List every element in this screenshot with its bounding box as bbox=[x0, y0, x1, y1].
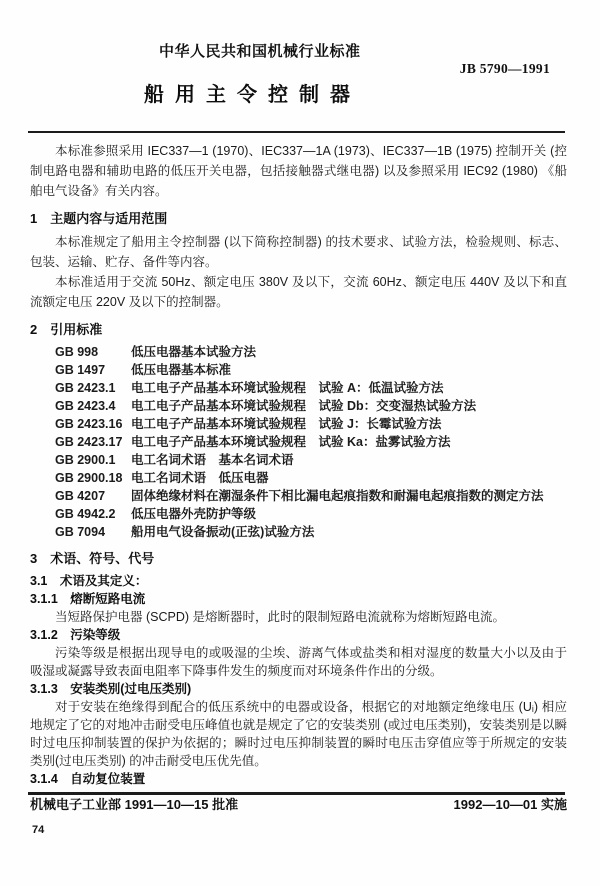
reference-row bbox=[55, 433, 567, 451]
clause-3-1-2-text: 污染等级是根据出现导电的或吸湿的尘埃、游离气体或盐类和相对湿度的数量大小以及由于吸湿或凝露导致表面电阻率下降事件发生的频度而对环境条件作出的分级。 bbox=[30, 646, 567, 678]
reference-row bbox=[55, 523, 567, 541]
reference-title: 电工电子产品基本环境试验规程 试验 J：长霉试验方法 bbox=[131, 417, 442, 431]
reference-title: 电工名词术语 低压电器 bbox=[131, 471, 269, 485]
reference-title: 低压电器基本试验方法 bbox=[131, 345, 257, 359]
reference-row bbox=[55, 379, 567, 397]
reference-code: GB 2423.4 bbox=[55, 399, 116, 413]
reference-row bbox=[55, 361, 567, 379]
reference-list bbox=[30, 343, 567, 541]
reference-title: 固体绝缘材料在潮湿条件下相比漏电起痕指数和耐漏电起痕指数的测定方法 bbox=[131, 489, 544, 503]
reference-code: GB 7094 bbox=[55, 525, 106, 539]
reference-row bbox=[55, 415, 567, 433]
clause-3-1-heading: 3.1 术语及其定义： bbox=[30, 574, 148, 588]
reference-code: GB 2423.17 bbox=[55, 435, 123, 449]
reference-title: 电工电子产品基本环境试验规程 试验 Ka：盐雾试验方法 bbox=[131, 435, 451, 449]
reference-title: 电工电子产品基本环境试验规程 试验 Db：交变湿热试验方法 bbox=[131, 399, 477, 413]
reference-row bbox=[55, 469, 567, 487]
reference-code: GB 2423.1 bbox=[55, 381, 116, 395]
clause-3-1-2-heading: 3.1.2 污染等级 bbox=[30, 628, 121, 642]
reference-row bbox=[55, 451, 567, 469]
clause-3-1-3-text: 对于安装在绝缘得到配合的低压系统中的电器或设备，根据它的对地额定绝缘电压 (Uᵢ) 相应地规定了它的对地冲击耐受电压峰值也就是规定了它的安装类别 (或过电压类别)，安装类别是以瞬时过电压抑制装置的保护为依据的；瞬时过电压抑制装置的瞬时电压击穿值应等于所规定的安装类别(过电压类别) 的冲击耐受电压优先值。 bbox=[30, 700, 567, 768]
implementation-note: 1992—10—01 实施 bbox=[453, 797, 567, 812]
clause-3-1-4-heading: 3.1.4 自动复位装置 bbox=[30, 772, 146, 786]
scope-paragraph-2: 本标准适用于交流 50Hz、额定电压 380V 及以下，交流 60Hz、额定电压 440V 及以下和直流额定电压 220V 及以下的控制器。 bbox=[30, 275, 567, 309]
reference-row bbox=[55, 397, 567, 415]
reference-row bbox=[55, 505, 567, 523]
section-3-heading: 3 术语、符号、代号 bbox=[30, 551, 155, 566]
standard-code: JB 5790—1991 bbox=[459, 61, 550, 76]
reference-title: 电工名词术语 基本名词术语 bbox=[131, 453, 294, 467]
reference-code: GB 4207 bbox=[55, 489, 106, 503]
reference-row bbox=[55, 343, 567, 361]
document-title: 船用主令控制器 bbox=[144, 84, 361, 106]
document-body bbox=[30, 141, 567, 788]
section-1-heading: 1 主题内容与适用范围 bbox=[30, 211, 168, 226]
header-divider bbox=[28, 131, 565, 133]
scope-paragraph-1: 本标准规定了船用主令控制器 (以下简称控制器) 的技术要求、试验方法，检验规则、标志、包装、运输、贮存、备件等内容。 bbox=[30, 235, 567, 269]
approval-note: 机械电子工业部 1991—10—15 批准 bbox=[30, 797, 239, 812]
reference-title: 电工电子产品基本环境试验规程 试验 A：低温试验方法 bbox=[131, 381, 444, 395]
clause-3-1-1-text: 当短路保护电器 (SCPD) 是熔断器时，此时的限制短路电流就称为熔断短路电流。 bbox=[55, 610, 506, 624]
reference-code: GB 2900.18 bbox=[55, 471, 123, 485]
reference-row bbox=[55, 487, 567, 505]
reference-code: GB 1497 bbox=[55, 363, 106, 377]
standard-caption: 中华人民共和国机械行业标准 bbox=[159, 43, 361, 60]
reference-code: GB 2900.1 bbox=[55, 453, 116, 467]
page-number: 74 bbox=[32, 824, 45, 836]
reference-code: GB 2423.16 bbox=[55, 417, 123, 431]
foreword-paragraph: 本标准参照采用 IEC337—1 (1970)、IEC337—1A (1973)、IEC337—1B (1975) 控制开关 (控制电路电器和辅助电路的低压开关电器，包括接触器式继电器) 以及参照采用 IEC92 (1980) 《船舶电气设备》有关内容。 bbox=[30, 144, 567, 198]
clause-3-1-3-heading: 3.1.3 安装类别(过电压类别) bbox=[30, 682, 192, 696]
reference-title: 低压电器基本标准 bbox=[131, 363, 232, 377]
footer-divider bbox=[28, 792, 565, 795]
reference-title: 低压电器外壳防护等级 bbox=[131, 507, 257, 521]
reference-code: GB 4942.2 bbox=[55, 507, 116, 521]
reference-title: 船用电气设备振动(正弦)试验方法 bbox=[131, 525, 315, 539]
clause-3-1-1-heading: 3.1.1 熔断短路电流 bbox=[30, 592, 146, 606]
reference-code: GB 998 bbox=[55, 345, 99, 359]
section-2-heading: 2 引用标准 bbox=[30, 322, 103, 337]
